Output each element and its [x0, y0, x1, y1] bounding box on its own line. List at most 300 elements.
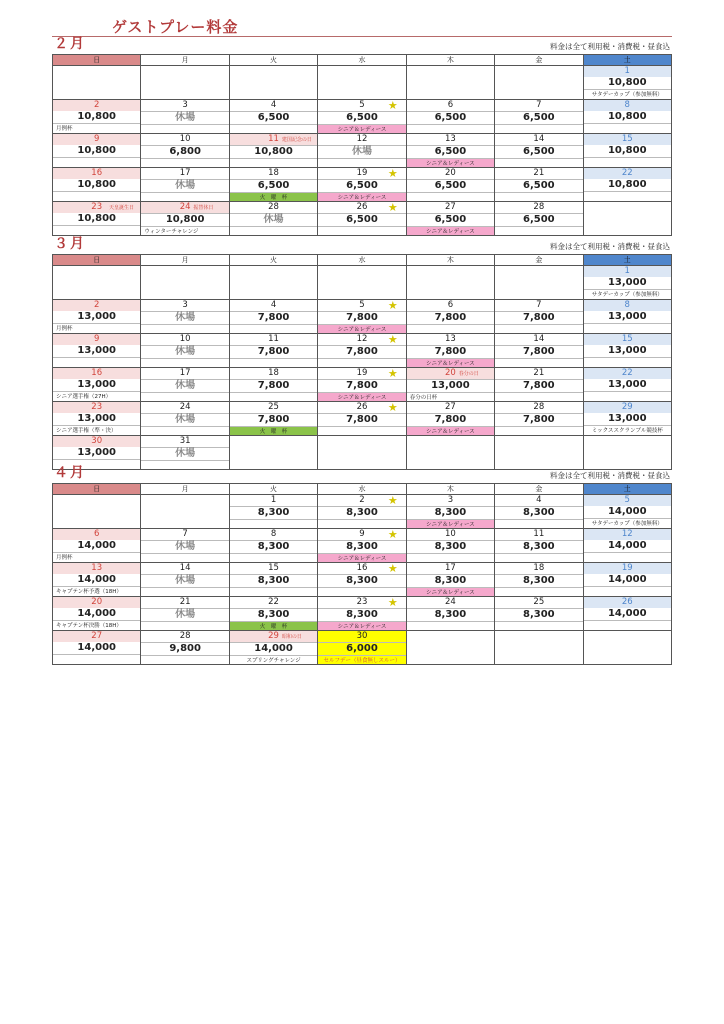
day-cell — [406, 334, 494, 368]
closed-label: 休場 — [230, 213, 317, 226]
month-header — [52, 467, 672, 483]
weekday-header: 火 — [229, 484, 317, 495]
price-value: 7,800 — [230, 379, 317, 392]
price-value: 10,800 — [77, 145, 116, 156]
day-cell-content — [584, 66, 671, 99]
day-number: 13 — [444, 134, 456, 144]
day-number: 24 — [444, 597, 456, 607]
tax-note: 料金は全て利用税・消費税・昼食込 — [550, 471, 670, 480]
price-value: 6,800 — [141, 145, 228, 158]
day-cell — [406, 266, 494, 300]
month-march — [52, 238, 672, 470]
day-number: 18 — [533, 563, 545, 573]
price-value: 13,000 — [607, 277, 647, 288]
day-cell-content — [318, 66, 405, 99]
day-cell-content — [318, 631, 405, 664]
day-number: 9 — [53, 134, 140, 145]
price-value: 13,000 — [607, 345, 647, 356]
star-icon: ★ — [387, 367, 398, 380]
day-cell — [495, 168, 583, 202]
day-cell — [318, 100, 406, 134]
price-value: 8,300 — [230, 608, 317, 621]
day-cell — [583, 631, 671, 665]
day-cell — [318, 402, 406, 436]
day-cell — [406, 402, 494, 436]
price-value: 6,500 — [407, 179, 494, 192]
day-cell-content — [495, 402, 582, 435]
day-cell — [53, 202, 141, 236]
price-value: 8,300 — [230, 540, 317, 553]
day-cell — [141, 168, 229, 202]
day-cell-content — [495, 300, 582, 333]
day-cell-content — [318, 368, 405, 401]
closed-label: 休場 — [141, 179, 228, 192]
day-cell-content — [141, 368, 228, 401]
week-row — [53, 597, 672, 631]
day-cell — [583, 266, 671, 300]
price-value: 10,800 — [77, 111, 116, 122]
price-value: 8,300 — [407, 574, 494, 587]
event-label: スプリングチャレンジ — [230, 655, 317, 665]
day-cell — [229, 529, 317, 563]
day-cell — [53, 495, 141, 529]
price-value: 14,000 — [607, 506, 647, 517]
day-cell — [53, 597, 141, 631]
day-number: 25 — [268, 402, 279, 412]
day-cell — [495, 334, 583, 368]
day-cell — [141, 202, 229, 236]
day-cell-content — [407, 436, 494, 469]
day-number: 16 — [53, 368, 140, 379]
day-number: 29 — [584, 402, 671, 413]
day-cell-content — [230, 402, 317, 435]
event-empty — [141, 553, 228, 563]
day-cell — [318, 563, 406, 597]
event-empty — [141, 426, 228, 436]
price-value: 10,800 — [77, 213, 116, 224]
event-label: シニア＆レディース — [407, 158, 494, 168]
price-value: 10,800 — [77, 179, 116, 190]
week-row — [53, 436, 672, 470]
day-cell — [583, 368, 671, 402]
day-number: 17 — [444, 563, 456, 573]
price-value: 8,300 — [495, 608, 582, 621]
day-cell — [141, 402, 229, 436]
day-number: 9 — [53, 334, 140, 345]
price-value: 8,300 — [407, 506, 494, 519]
event-label: キャプテン杯決勝（18H） — [53, 620, 140, 631]
weekday-header: 水 — [318, 55, 406, 66]
day-number: 1 — [584, 66, 671, 77]
day-cell-content — [230, 563, 317, 596]
tax-note: 料金は全て利用税・消費税・昼食込 — [550, 242, 670, 251]
event-empty — [318, 587, 405, 597]
event-label: セルフデー（昼食無しスルー） — [318, 655, 405, 665]
day-cell — [229, 631, 317, 665]
holiday-label: 建国記念の日 — [281, 137, 312, 143]
event-empty — [495, 324, 582, 334]
week-row — [53, 334, 672, 368]
day-cell — [583, 334, 671, 368]
closed-label: 休場 — [141, 574, 228, 587]
weekday-header: 日 — [53, 55, 141, 66]
day-number: 14 — [533, 134, 545, 144]
day-cell — [53, 300, 141, 334]
price-value: 13,000 — [77, 413, 116, 424]
star-icon: ★ — [387, 494, 398, 507]
event-empty — [407, 621, 494, 631]
day-cell-content — [141, 529, 228, 562]
day-cell-content — [141, 100, 228, 133]
day-cell — [406, 134, 494, 168]
day-cell — [53, 563, 141, 597]
event-label: サタデーカップ（参加無料） — [584, 289, 671, 300]
day-cell-content — [495, 168, 582, 201]
day-number: 3 — [182, 100, 188, 110]
day-cell-content — [495, 334, 582, 367]
day-cell — [495, 529, 583, 563]
day-cell-content — [407, 266, 494, 299]
event-empty — [584, 123, 671, 134]
price-value: 7,800 — [230, 345, 317, 358]
day-number: 30 — [53, 436, 140, 447]
price-value: 14,000 — [607, 608, 647, 619]
day-cell — [495, 631, 583, 665]
event-label: 月例杯 — [53, 323, 140, 334]
weekday-header: 金 — [495, 55, 583, 66]
day-cell-content — [53, 202, 140, 235]
event-empty — [495, 124, 582, 134]
day-cell-content — [495, 563, 582, 596]
day-cell-content — [230, 436, 317, 469]
day-cell-content — [230, 300, 317, 333]
event-empty — [495, 392, 582, 402]
star-icon: ★ — [387, 167, 398, 180]
price-value: 7,800 — [318, 379, 405, 392]
day-cell-content — [318, 100, 405, 133]
month-april — [52, 467, 672, 665]
tax-note: 料金は全て利用税・消費税・昼食込 — [550, 42, 670, 51]
day-number: 10 — [179, 334, 191, 344]
day-number: 19 — [356, 368, 368, 378]
closed-label: 休場 — [141, 608, 228, 621]
day-cell-content — [318, 597, 405, 630]
day-number: 28 — [533, 202, 545, 212]
weekday-header: 金 — [495, 484, 583, 495]
day-number: 6 — [447, 300, 454, 310]
day-cell-content — [53, 266, 140, 299]
day-cell — [229, 202, 317, 236]
weekday-header: 木 — [406, 255, 494, 266]
price-value: 7,800 — [495, 345, 582, 358]
price-value: 7,800 — [318, 345, 405, 358]
day-number: 22 — [584, 368, 671, 379]
price-value: 7,800 — [407, 311, 494, 324]
day-cell — [583, 134, 671, 168]
price-value: 6,500 — [407, 111, 494, 124]
week-row — [53, 495, 672, 529]
day-number: 2 — [359, 495, 365, 505]
day-cell — [53, 402, 141, 436]
day-cell — [141, 495, 229, 529]
day-number: 29 — [230, 631, 317, 642]
day-cell-content — [495, 495, 582, 528]
day-cell-content — [495, 100, 582, 133]
day-cell — [318, 202, 406, 236]
day-number: 28 — [179, 631, 191, 641]
week-row — [53, 266, 672, 300]
day-number: 4 — [270, 100, 277, 110]
day-cell — [229, 266, 317, 300]
event-label: 月例杯 — [53, 123, 140, 134]
event-empty — [495, 519, 582, 529]
day-cell — [141, 134, 229, 168]
day-cell-content — [53, 402, 140, 435]
price-value: 6,500 — [318, 179, 405, 192]
event-label: シニア＆レディース — [318, 192, 405, 202]
day-number: 19 — [356, 168, 368, 178]
event-label: シニア＆レディース — [407, 587, 494, 597]
day-cell-content — [407, 334, 494, 367]
document-title: ゲストプレー料金 — [112, 18, 239, 36]
price-value: 6,500 — [230, 111, 317, 124]
day-cell-content — [318, 202, 405, 235]
day-cell-content — [407, 134, 494, 167]
day-cell-content — [141, 300, 228, 333]
event-empty — [584, 620, 671, 631]
day-number: 22 — [268, 597, 279, 607]
day-cell — [406, 436, 494, 470]
price-value: 8,300 — [495, 574, 582, 587]
day-cell — [583, 597, 671, 631]
closed-label: 休場 — [141, 379, 228, 392]
event-empty — [407, 192, 494, 202]
day-number: 27 — [444, 202, 456, 212]
day-cell-content — [584, 100, 671, 133]
day-cell-content — [53, 66, 140, 99]
day-cell — [229, 563, 317, 597]
day-cell — [318, 266, 406, 300]
day-number: 18 — [268, 168, 279, 178]
week-row — [53, 66, 672, 100]
day-cell-content — [495, 597, 582, 630]
closed-label: 休場 — [141, 311, 228, 324]
price-value: 14,000 — [77, 642, 116, 653]
day-number: 28 — [268, 202, 279, 212]
day-cell-content — [318, 300, 405, 333]
day-cell-content — [53, 368, 140, 401]
day-cell-content — [318, 563, 405, 596]
price-value: 6,500 — [495, 145, 582, 158]
day-cell-content — [407, 631, 494, 664]
price-value: 7,800 — [407, 345, 494, 358]
day-cell-content — [230, 168, 317, 201]
day-number: 11 — [533, 529, 545, 539]
weekday-header-row — [53, 484, 672, 495]
event-label: シニア選手権（27H） — [53, 391, 140, 402]
event-empty — [407, 553, 494, 563]
day-cell-content — [407, 100, 494, 133]
day-cell-content — [53, 334, 140, 367]
day-cell-content — [584, 168, 671, 201]
day-cell — [583, 563, 671, 597]
day-cell — [141, 597, 229, 631]
event-empty — [230, 324, 317, 334]
event-empty — [230, 553, 317, 563]
price-value: 7,800 — [495, 379, 582, 392]
day-number: 23 — [53, 202, 140, 213]
event-empty — [230, 358, 317, 368]
month-label: ４月 — [54, 465, 86, 481]
day-cell — [318, 529, 406, 563]
day-cell-content — [407, 563, 494, 596]
day-cell — [583, 300, 671, 334]
day-cell — [318, 66, 406, 100]
event-empty — [407, 324, 494, 334]
event-empty — [141, 358, 228, 368]
day-number: 7 — [536, 100, 542, 110]
day-cell — [406, 168, 494, 202]
event-empty — [318, 226, 405, 236]
day-cell-content — [53, 529, 140, 562]
price-value: 6,500 — [495, 111, 582, 124]
day-cell-content — [141, 266, 228, 299]
event-label: シニア＆レディース — [318, 124, 405, 134]
price-value: 8,300 — [495, 540, 582, 553]
day-number: 24 — [179, 402, 191, 412]
day-cell — [495, 66, 583, 100]
price-value: 13,000 — [407, 379, 494, 392]
day-cell — [53, 529, 141, 563]
price-value: 10,800 — [607, 179, 647, 190]
weekday-header: 土 — [583, 255, 671, 266]
star-icon: ★ — [387, 562, 398, 575]
day-cell-content — [53, 300, 140, 333]
event-empty — [318, 519, 405, 529]
day-cell-content — [495, 368, 582, 401]
day-cell — [318, 300, 406, 334]
calendar-table — [52, 54, 672, 236]
day-number: 3 — [182, 300, 188, 310]
event-empty — [495, 621, 582, 631]
day-number: 13 — [53, 563, 140, 574]
day-number: 12 — [356, 334, 368, 344]
day-cell-content — [584, 495, 671, 528]
week-row — [53, 529, 672, 563]
price-value: 13,000 — [77, 311, 116, 322]
day-number: 7 — [536, 300, 542, 310]
weekday-header: 日 — [53, 255, 141, 266]
day-cell — [53, 66, 141, 100]
day-cell-content — [230, 495, 317, 528]
day-cell — [53, 631, 141, 665]
star-icon: ★ — [387, 528, 398, 541]
day-cell — [229, 168, 317, 202]
holiday-label: 振替休日 — [193, 205, 214, 211]
day-cell — [53, 134, 141, 168]
week-row — [53, 402, 672, 436]
month-label: ３月 — [54, 236, 86, 252]
day-cell-content — [407, 202, 494, 235]
price-value: 14,000 — [607, 540, 647, 551]
day-number: 27 — [444, 402, 456, 412]
event-empty — [230, 519, 317, 529]
day-number: 14 — [533, 334, 545, 344]
price-value: 13,000 — [607, 379, 647, 390]
day-cell-content — [584, 563, 671, 596]
day-number: 5 — [584, 495, 671, 506]
price-value: 8,300 — [318, 506, 405, 519]
day-number: 20 — [53, 597, 140, 608]
day-number: 13 — [444, 334, 456, 344]
event-empty — [495, 426, 582, 436]
day-cell — [229, 334, 317, 368]
event-empty — [495, 553, 582, 563]
day-cell-content — [141, 334, 228, 367]
day-number: 30 — [318, 631, 405, 642]
day-number: 11 — [268, 334, 279, 344]
day-cell — [495, 134, 583, 168]
day-cell-content — [230, 529, 317, 562]
event-empty — [318, 358, 405, 368]
closed-label: 休場 — [141, 540, 228, 553]
day-cell-content — [230, 334, 317, 367]
event-empty — [584, 191, 671, 202]
month-february — [52, 38, 672, 236]
price-value: 7,800 — [230, 413, 317, 426]
day-cell — [318, 368, 406, 402]
event-label: シニア＆レディース — [318, 392, 405, 402]
day-number: 8 — [584, 100, 671, 111]
calendar-table — [52, 254, 672, 470]
day-cell — [318, 631, 406, 665]
day-cell-content — [584, 597, 671, 630]
price-value: 7,800 — [495, 311, 582, 324]
price-value: 14,000 — [77, 540, 116, 551]
day-cell-content — [230, 597, 317, 630]
day-number: 31 — [179, 436, 191, 446]
week-row — [53, 134, 672, 168]
day-cell — [141, 436, 229, 470]
day-cell-content — [407, 597, 494, 630]
day-cell-content — [318, 402, 405, 435]
day-cell-content — [141, 134, 228, 167]
price-value: 13,000 — [77, 379, 116, 390]
price-value: 10,800 — [141, 213, 228, 226]
day-cell — [53, 100, 141, 134]
day-cell-content — [495, 134, 582, 167]
day-cell — [495, 402, 583, 436]
event-label: シニア＆レディース — [407, 426, 494, 436]
price-value: 6,500 — [407, 145, 494, 158]
day-cell-content — [407, 168, 494, 201]
event-empty — [141, 158, 228, 168]
weekday-header: 土 — [583, 484, 671, 495]
day-cell-content — [53, 631, 140, 664]
day-number: 4 — [536, 495, 542, 505]
event-label: サタデーカップ（参加無料） — [584, 89, 671, 100]
price-value: 10,800 — [607, 111, 647, 122]
event-empty — [584, 391, 671, 402]
day-number: 23 — [356, 597, 368, 607]
day-cell — [318, 495, 406, 529]
weekday-header: 木 — [406, 484, 494, 495]
star-icon: ★ — [387, 299, 398, 312]
day-number: 21 — [533, 168, 545, 178]
day-cell-content — [584, 402, 671, 435]
price-value: 6,500 — [495, 213, 582, 226]
day-number: 15 — [268, 563, 279, 573]
